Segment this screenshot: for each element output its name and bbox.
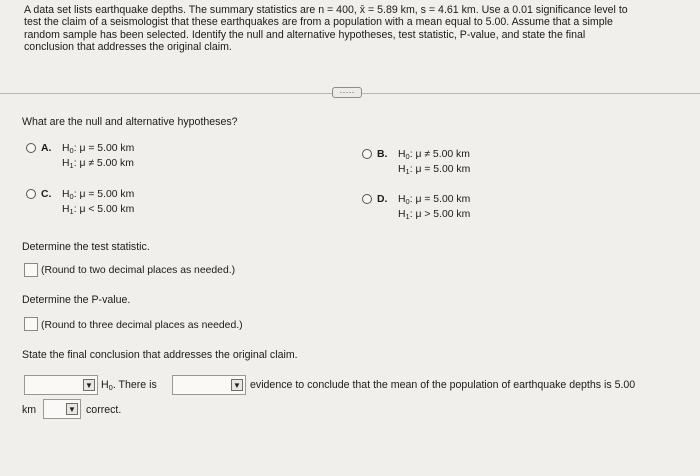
option-c[interactable] xyxy=(26,188,226,218)
radio-button-icon[interactable] xyxy=(362,149,372,159)
radio-button-icon[interactable] xyxy=(26,189,36,199)
alt-hypothesis: : μ ≠ 5.00 km xyxy=(73,158,134,169)
chevron-down-icon[interactable]: ▼ xyxy=(66,403,78,415)
problem-line: A data set lists earthquake depths. The summary statistics are n = 400, x̄ = 5.89 km, s = 4.61 km. Use a 0.01 significance level to xyxy=(24,4,628,16)
subscript: 1 xyxy=(405,167,410,176)
hypotheses-question: What are the null and alternative hypotheses? xyxy=(22,116,238,128)
option-b[interactable] xyxy=(362,148,562,178)
problem-line: test the claim of a seismologist that these earthquakes are from a population with a mean equal to 5.00. Assume that a simple xyxy=(24,16,613,29)
alt-hypothesis: : μ > 5.00 km xyxy=(409,209,471,220)
option-letter: D. xyxy=(377,194,388,205)
h-symbol: H xyxy=(62,204,70,215)
subscript: 0 xyxy=(405,152,410,161)
expand-more-button[interactable]: ····· xyxy=(332,87,362,98)
test-statistic-input[interactable] xyxy=(24,263,38,277)
null-hypothesis: : μ = 5.00 km xyxy=(73,189,135,200)
chevron-down-icon[interactable]: ▼ xyxy=(231,379,243,391)
h-symbol: H xyxy=(398,209,406,220)
subscript: 1 xyxy=(69,207,74,216)
conclusion-sentence-part xyxy=(101,379,157,392)
subscript: 0 xyxy=(405,197,410,206)
option-letter: C. xyxy=(41,189,52,200)
null-hypothesis: : μ ≠ 5.00 km xyxy=(409,149,470,160)
p-value-hint: (Round to three decimal places as needed.) xyxy=(41,320,243,331)
option-letter: A. xyxy=(41,143,52,154)
null-hypothesis: : μ = 5.00 km xyxy=(409,194,471,205)
test-statistic-hint: (Round to two decimal places as needed.) xyxy=(41,265,236,276)
null-hypothesis: : μ = 5.00 km xyxy=(73,143,135,154)
option-d[interactable] xyxy=(362,193,562,223)
conclusion-text: . There is xyxy=(112,379,157,391)
option-a[interactable] xyxy=(26,142,226,172)
subscript: 0 xyxy=(69,192,74,201)
radio-button-icon[interactable] xyxy=(26,143,36,153)
conclusion-end-text: correct. xyxy=(86,404,122,416)
h-symbol: H xyxy=(398,194,406,205)
conclusion-text: evidence to conclude that the mean of the population of earthquake depths is 5.00 xyxy=(250,379,636,391)
h-symbol: H xyxy=(101,379,109,391)
radio-button-icon[interactable] xyxy=(362,194,372,204)
subscript: 0 xyxy=(69,146,74,155)
evidence-dropdown[interactable] xyxy=(172,375,246,395)
alt-hypothesis: : μ < 5.00 km xyxy=(73,204,135,215)
option-letter: B. xyxy=(377,149,388,160)
problem-line: random sample has been selected. Identify the null and alternative hypotheses, test statistic, P-value, and state the final xyxy=(24,28,586,41)
subscript: 1 xyxy=(405,212,410,221)
subscript: 0 xyxy=(108,383,113,392)
p-value-input[interactable] xyxy=(24,317,38,331)
claim-dropdown[interactable] xyxy=(43,399,81,419)
p-value-prompt: Determine the P-value. xyxy=(22,294,131,306)
subscript: 1 xyxy=(69,161,74,170)
test-statistic-prompt: Determine the test statistic. xyxy=(22,241,150,253)
h-symbol: H xyxy=(62,143,70,154)
h-symbol: H xyxy=(398,149,406,160)
unit-label: km xyxy=(22,404,37,416)
h-symbol: H xyxy=(62,158,70,169)
conclusion-prompt: State the final conclusion that addresses the original claim. xyxy=(22,349,298,361)
alt-hypothesis: : μ = 5.00 km xyxy=(409,164,471,175)
problem-line: conclusion that addresses the original claim. xyxy=(24,41,232,54)
chevron-down-icon[interactable]: ▼ xyxy=(83,379,95,391)
problem-statement xyxy=(24,4,674,54)
h-symbol: H xyxy=(62,189,70,200)
reject-decision-dropdown[interactable] xyxy=(24,375,98,395)
h-symbol: H xyxy=(398,164,406,175)
